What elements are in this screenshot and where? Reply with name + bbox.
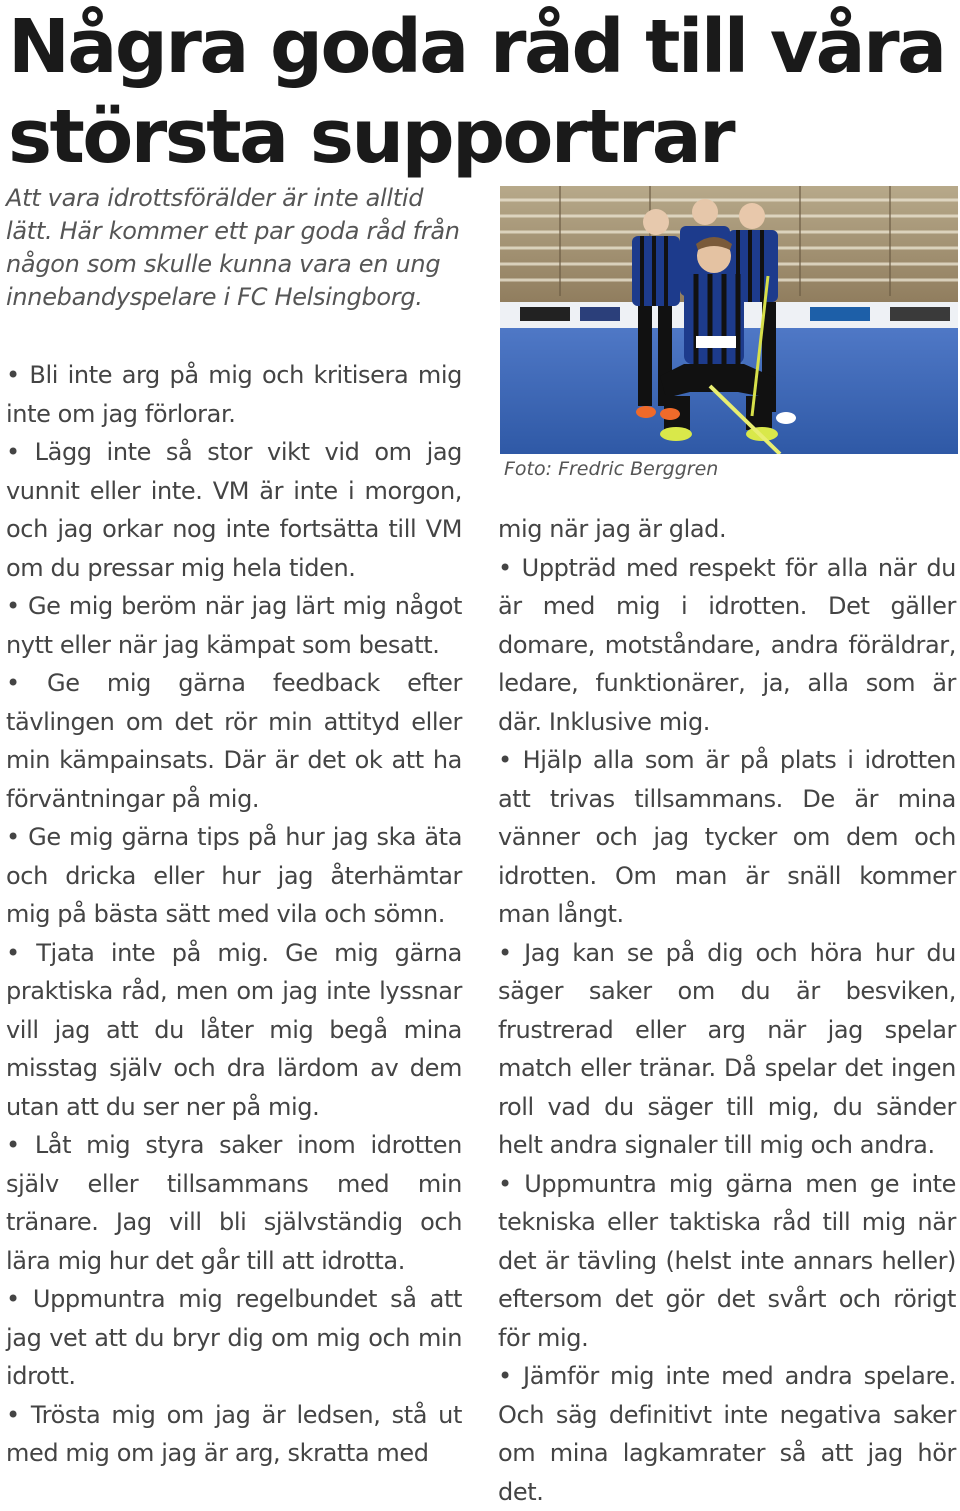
floorball-players-photo-icon bbox=[500, 186, 958, 454]
advice-paragraph: • Hjälp alla som är på plats i idrotten att trivas tillsammans. De är mina vänner och jag tycker om dem och idrotten. Om man är snäll kommer man långt. bbox=[498, 746, 956, 928]
advice-paragraph: • Jag kan se på dig och höra hur du säger saker om du är besviken, frustrerad eller arg när jag spelar match eller tränar. Då spelar det ingen roll vad du säger till mig, du sänder helt andra signaler till mig och andra. bbox=[498, 938, 956, 1159]
advice-paragraph: mig när jag är glad. bbox=[498, 515, 727, 543]
advice-paragraph: • Uppmuntra mig regelbundet så att jag vet att du bryr dig om mig och min idrott. bbox=[6, 1285, 462, 1390]
advice-paragraph: • Bli inte arg på mig och kritisera mig inte om jag förlorar. bbox=[6, 361, 462, 428]
team-photo bbox=[500, 186, 958, 454]
advice-paragraph: • Trösta mig om jag är ledsen, stå ut med mig om jag är arg, skratta med bbox=[6, 1400, 462, 1467]
advice-paragraph: • Tjata inte på mig. Ge mig gärna praktiska råd, men om jag inte lyssnar vill jag att du låter mig begå mina misstag själv och dra lärdom av dem utan att du ser ner på mig. bbox=[6, 938, 462, 1121]
advice-paragraph: • Uppmuntra mig gärna men ge inte tekniska eller taktiska råd till mig när det är tävling (helst inte annars heller) eftersom det gör det svårt och rörigt för mig. bbox=[498, 1169, 956, 1352]
advice-paragraph: • Lägg inte så stor vikt vid om jag vunnit eller inte. VM är inte i morgon, och jag orkar nog inte fortsätta till VM om du pressar mig hela tiden. bbox=[6, 438, 462, 582]
advice-paragraph: • Låt mig styra saker inom idrotten själv eller tillsammans med min tränare. Jag vill bli självständig och lära mig hur det går till att idrotta. bbox=[6, 1131, 462, 1275]
advice-paragraph: • Jämför mig inte med andra spelare. Och säg definitivt inte negativa saker om mina lagkamrater så att jag hör det. bbox=[498, 1362, 956, 1506]
right-column bbox=[498, 510, 956, 1511]
advice-paragraph: • Uppträd med respekt för alla när du är med mig i idrotten. Det gäller domare, motståndare, andra föräldrar, ledare, funktionärer, ja, alla som är där. Inklusive mig. bbox=[498, 553, 956, 736]
left-column bbox=[6, 356, 462, 1473]
advice-paragraph: • Ge mig beröm när jag lärt mig något nytt eller när jag kämpat som besatt. bbox=[6, 592, 462, 659]
photo-caption: Foto: Fredric Berggren bbox=[504, 458, 719, 480]
article-lead: Att vara idrottsförälder är inte alltid lätt. Här kommer ett par goda råd från någon som skulle kunna vara en ung innebandyspelare i FC Helsingborg. bbox=[6, 184, 460, 311]
article-title: Några goda råd till våra största supportrar bbox=[8, 4, 945, 180]
advice-paragraph: • Ge mig gärna tips på hur jag ska äta och dricka eller hur jag återhämtar mig på bästa sätt med vila och sömn. bbox=[6, 823, 462, 928]
advice-paragraph: • Ge mig gärna feedback efter tävlingen om det rör min attityd eller min kämpainsats. Där är det ok att ha förväntningar på mig. bbox=[6, 669, 462, 813]
